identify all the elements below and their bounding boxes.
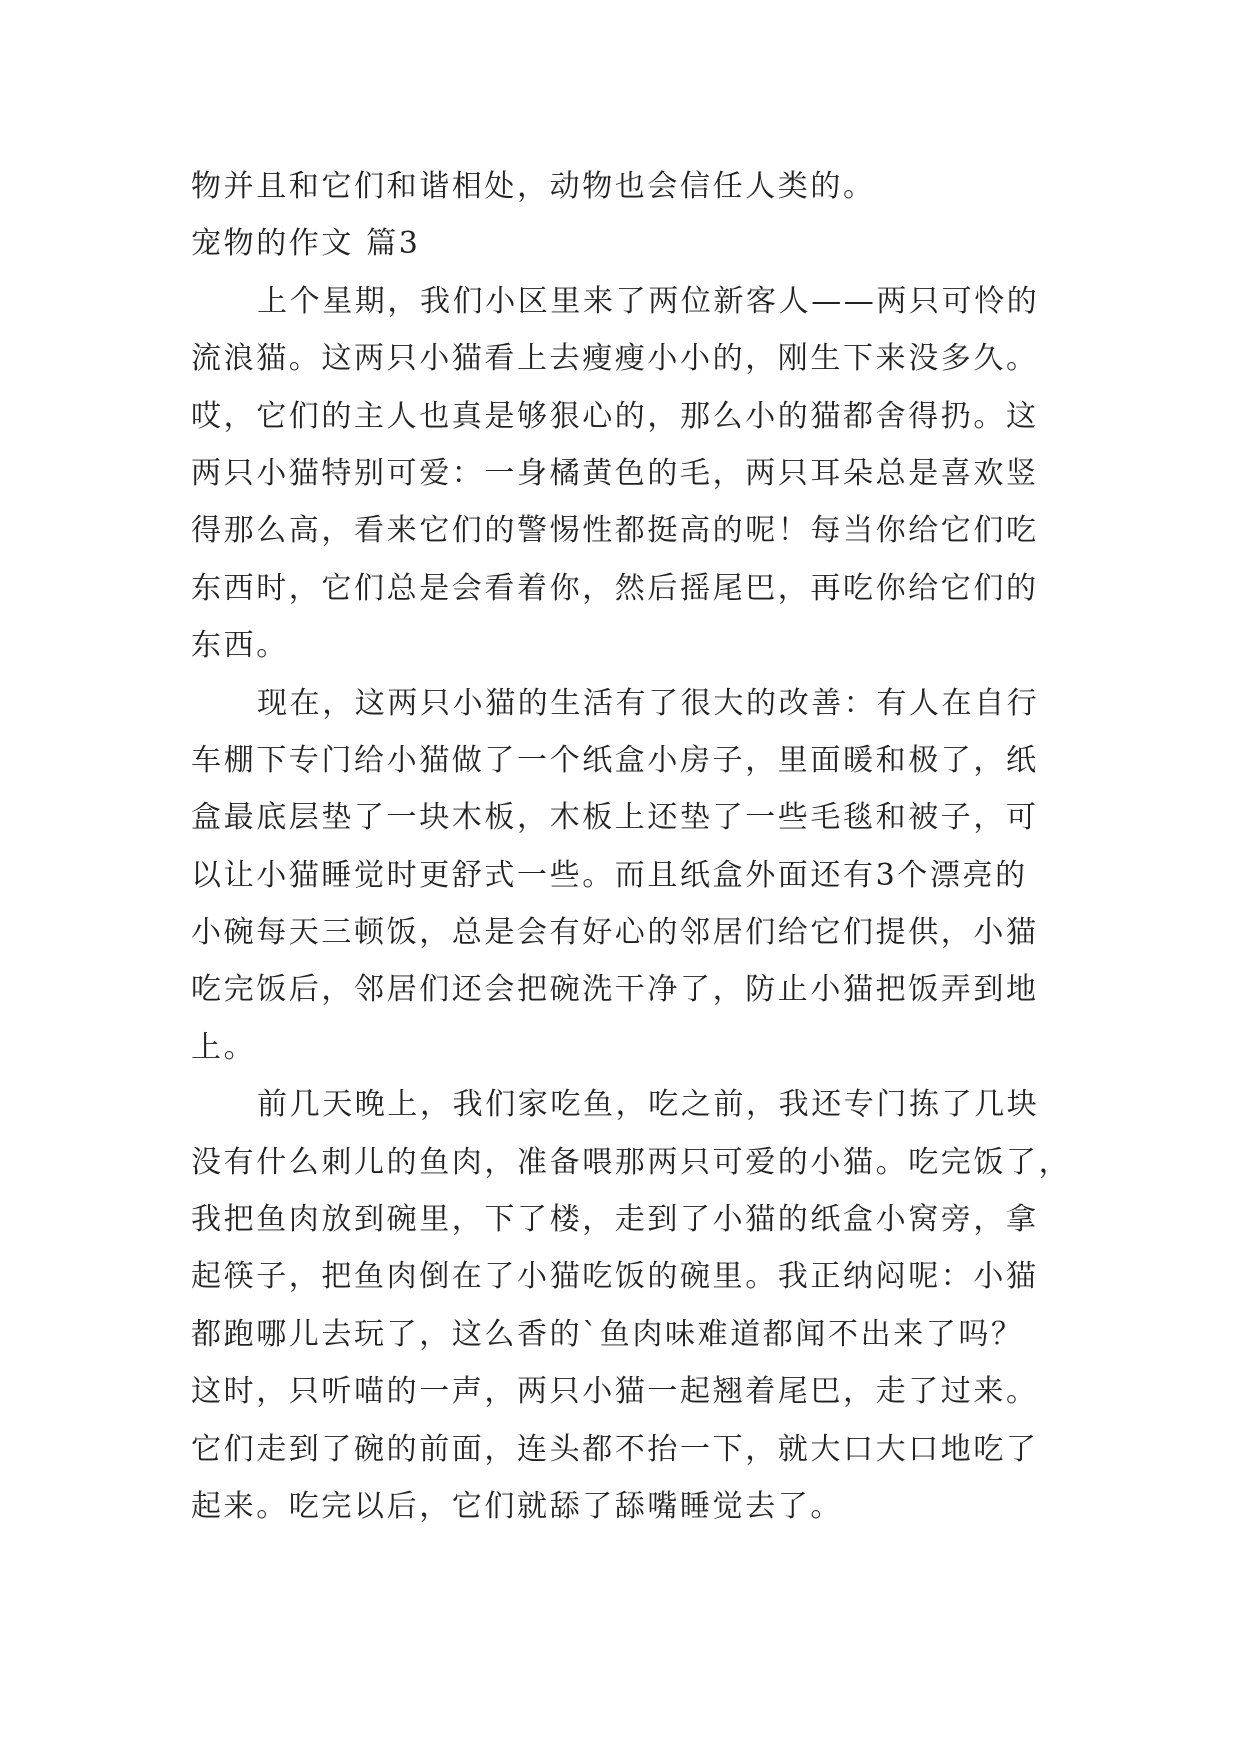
text-line: 车棚下专门给小猫做了一个纸盒小房子，里面暖和极了，纸 [191, 742, 1039, 778]
text-line: 上。 [191, 1029, 257, 1065]
text-line: 两只小猫特别可爱：一身橘黄色的毛，两只耳朵总是喜欢竖 [191, 455, 1039, 491]
text-line: 哎，它们的主人也真是够狠心的，那么小的猫都舍得扔。这 [191, 398, 1039, 434]
text-line: 东西时，它们总是会看着你，然后摇尾巴，再吃你给它们的 [191, 570, 1039, 606]
text-line: 上个星期，我们小区里来了两位新客人——两只可怜的 [257, 283, 1040, 319]
text-line: 它们走到了碗的前面，连头都不抬一下，就大口大口地吃了 [191, 1431, 1039, 1467]
text-line: 这时，只听喵的一声，两只小猫一起翘着尾巴，走了过来。 [191, 1374, 1039, 1410]
text-line: 前几天晚上，我们家吃鱼，吃之前，我还专门拣了几块 [257, 1087, 1040, 1123]
text-line: 起来。吃完以后，它们就舔了舔嘴睡觉去了。 [191, 1488, 843, 1524]
text-line: 得那么高，看来它们的警惕性都挺高的呢！每当你给它们吃 [191, 513, 1039, 549]
text-line: 起筷子，把鱼肉倒在了小猫吃饭的碗里。我正纳闷呢：小猫 [191, 1259, 1039, 1295]
essay-body [191, 158, 1071, 1535]
text-line: 吃完饭后，邻居们还会把碗洗干净了，防止小猫把饭弄到地 [191, 972, 1039, 1008]
text-line: 都跑哪儿去玩了，这么香的`鱼肉味难道都闻不出来了吗？ [191, 1316, 1024, 1352]
text-line: 以让小猫睡觉时更舒式一些。而且纸盒外面还有3个漂亮的 [191, 857, 1028, 893]
text-line: 物并且和它们和谐相处，动物也会信任人类的。 [191, 169, 876, 204]
text-line: 没有什么刺儿的鱼肉，准备喂那两只可爱的小猫。吃完饭了， [191, 1144, 1072, 1180]
text-line: 东西。 [191, 628, 289, 664]
text-line: 现在，这两只小猫的生活有了很大的改善：有人在自行 [257, 685, 1040, 721]
text-line: 盒最底层垫了一块木板，木板上还垫了一些毛毯和被子，可 [191, 800, 1039, 836]
text-line: 流浪猫。这两只小猫看上去瘦瘦小小的，刚生下来没多久。 [191, 341, 1039, 377]
section-heading: 宠物的作文 篇3 [191, 226, 421, 262]
text-line: 我把鱼肉放到碗里，下了楼，走到了小猫的纸盒小窝旁，拿 [191, 1202, 1039, 1238]
text-line: 小碗每天三顿饭，总是会有好心的邻居们给它们提供，小猫 [191, 915, 1039, 951]
